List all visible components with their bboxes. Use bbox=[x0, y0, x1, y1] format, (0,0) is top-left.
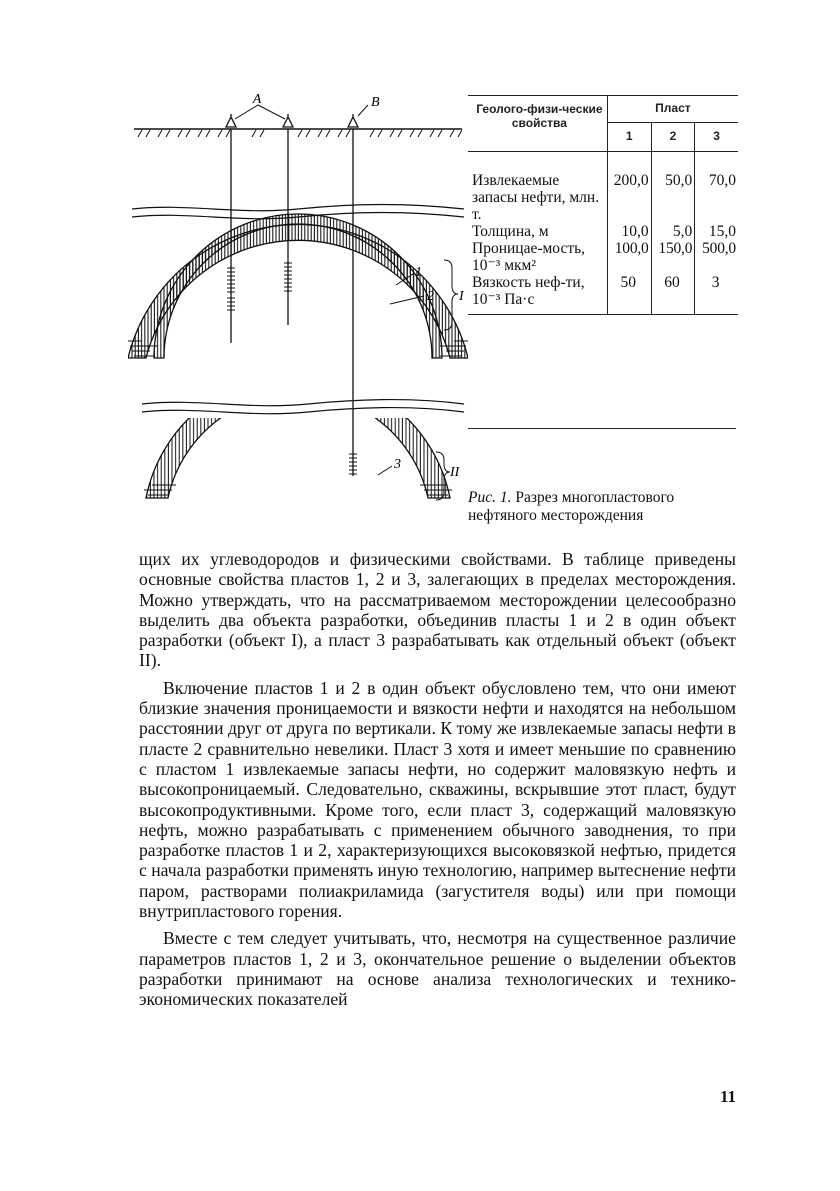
bed-3-label: 3 bbox=[394, 457, 401, 472]
water-contact-lower bbox=[144, 485, 452, 495]
page-number: 11 bbox=[720, 1087, 737, 1106]
table-header-group: Пласт bbox=[607, 96, 738, 123]
paragraph-3: Вместе с тем следует учитывать, что, несмотря на существенное различие параметров пластов 1, 2 и 3, окончательное решение о выделении объектов разработки принимают на основе анализа технологических и технико-экономических показателей bbox=[139, 928, 736, 1010]
cell-value: 5,0 bbox=[651, 223, 695, 240]
row-name: Толщина, м bbox=[468, 223, 607, 240]
row-name: Извлекаемые запасы нефти, млн. т. bbox=[468, 152, 607, 224]
paragraph-2: Включение пластов 1 и 2 в один объект обусловлено тем, что они имеют близкие значения проницаемости и вязкости нефти и находятся на небольшом расстоянии друг от друга по вертикали. К тому же извлекаемые запасы нефти в пласте 2 сравнительно невелики. Пласт 3 хотя и имеет меньшие по сравнению с пластом 1 извлекаемые запасы нефти, но содержит маловязкую нефть и высокопроницаемый. Следовательно, скважины, вскрывшие этот пласт, будут высокопродуктивными. Кроме того, если пласт 3, содержащий маловязкую нефть, можно разрабатывать с применением обычного заводнения, то при разработке пластов 1 и 2, характеризующихся высоковязкой нефтью, придется с начала разработки применять иную технологию, например вытеснение нефти паром, растворами полиакриламида (загустителя воды) или при помощи внутрипластового горения. bbox=[139, 677, 736, 922]
cell-value: 15,0 bbox=[708, 223, 736, 240]
table-header-property: Геолого-физи-ческие свойства bbox=[468, 96, 607, 152]
cell-value: 50 bbox=[607, 274, 651, 315]
paragraph-1: щих их углеводородов и физическими свойствами. В таблице приведены основные свойства пластов 1, 2 и 3, залегающих в пределах месторождения. Можно утверждать, что на рассматриваемом месторождении целесообразно выделить два объекта разработки, объединив пласты 1 и 2 в один объект разработки (объект I), а пласт 3 разрабатывать как отдельный объект (объект II). bbox=[139, 549, 736, 671]
bed-1-label: 1 bbox=[415, 265, 422, 280]
well-b bbox=[348, 114, 358, 476]
table-header-col-2: 2 bbox=[651, 123, 695, 152]
table-row bbox=[468, 274, 738, 315]
table-row bbox=[468, 152, 738, 224]
well-a-label: А bbox=[252, 92, 262, 107]
object-2-label: II bbox=[450, 465, 460, 480]
cell-value: 10,0 bbox=[621, 223, 649, 240]
cell-value: 3 bbox=[695, 274, 738, 315]
bed-3-leader bbox=[378, 466, 392, 475]
cell-value: 500,0 bbox=[702, 240, 736, 257]
figure-caption-text: Разрез многопластового нефтяного месторождения bbox=[468, 489, 675, 524]
object-1-label: I bbox=[459, 289, 464, 304]
row-name: Вязкость неф-ти, 10⁻³ Па·с bbox=[468, 274, 607, 315]
cell-value: 60 bbox=[651, 274, 695, 315]
figure-caption-label: Рис. 1. bbox=[468, 489, 512, 506]
cell-value: 50,0 bbox=[651, 152, 695, 224]
water-contact-upper bbox=[128, 341, 468, 356]
perforations-upper bbox=[227, 263, 292, 310]
well-b-leader bbox=[358, 105, 368, 116]
cross-section-figure bbox=[128, 88, 468, 518]
ground-surface bbox=[134, 129, 462, 137]
row-name: Проницае-мость, 10⁻³ мкм² bbox=[468, 240, 607, 274]
figure-caption bbox=[468, 489, 743, 525]
cell-value: 70,0 bbox=[708, 172, 736, 189]
caption-rule bbox=[468, 428, 736, 429]
well-b-label: В bbox=[371, 95, 380, 110]
table-header-col-1: 1 bbox=[607, 123, 651, 152]
table-row bbox=[468, 240, 738, 274]
table-header-col-3: 3 bbox=[695, 123, 738, 152]
cell-value: 150,0 bbox=[651, 240, 695, 274]
cell-value: 200,0 bbox=[613, 172, 649, 189]
body-text bbox=[139, 549, 736, 1010]
bed-3 bbox=[146, 373, 450, 498]
table-row bbox=[468, 223, 738, 240]
cell-value: 100,0 bbox=[614, 240, 649, 257]
well-a-leaders bbox=[235, 105, 285, 119]
bed-2-label: 2 bbox=[427, 289, 434, 304]
bed-properties-table bbox=[468, 95, 738, 315]
